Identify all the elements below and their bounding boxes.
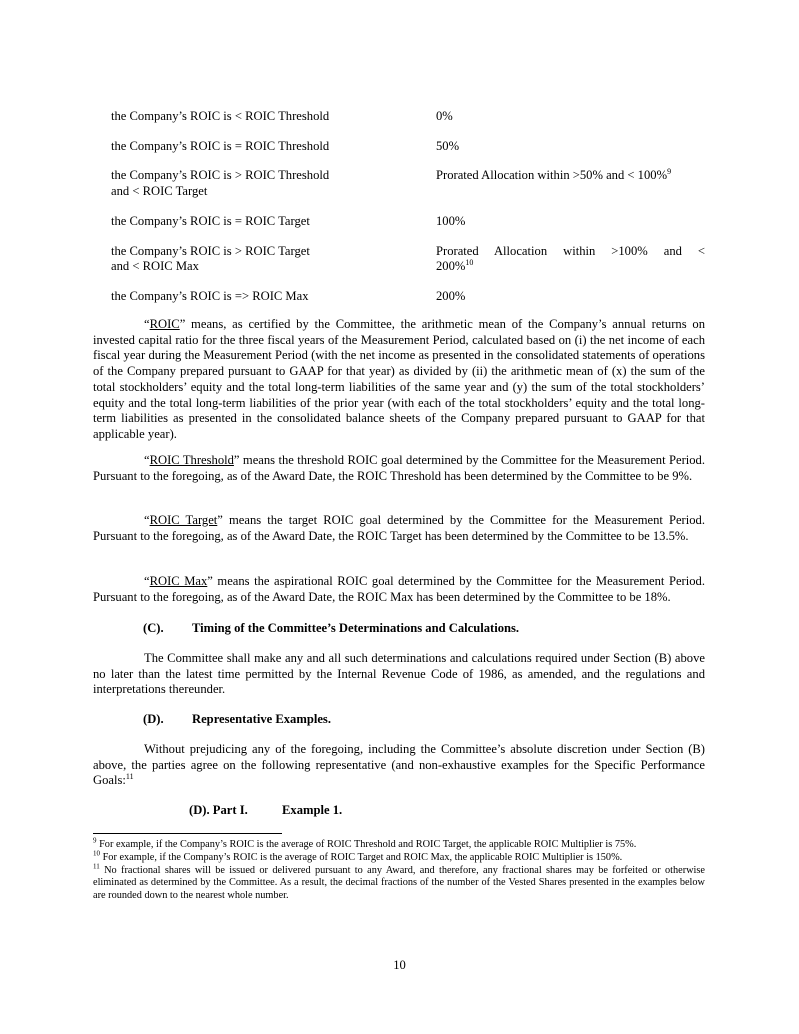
footnotes: [93, 836, 705, 903]
roic-max-definition: “ROIC Max” means the aspirational ROIC goal determined by the Committee for the Measurement Period. Pursuant to the foregoing, as of the Award Date, the ROIC Max has been determined by the Committee to be 18%.: [93, 574, 705, 604]
table-row: [111, 109, 705, 125]
roic-multiplier-table: [111, 109, 705, 319]
value-cell: 0%: [436, 109, 453, 123]
table-row: [111, 139, 705, 155]
condition-cell: the Company’s ROIC is > ROIC Threshold and < ROIC Target: [111, 168, 330, 199]
footnote: $^{11}$ No fractional shares will be issued or delivered pursuant to any Award, and therefore, any fractional shares may be forfeited or otherwise eliminated as determined by the Committee. As a result, the decimal fractions of the number of the Vested Shares presented in the examples below are rounded down to the nearest whole number.: [93, 862, 705, 902]
footnote-divider: [93, 833, 282, 834]
part-heading: (D). Part I. Example 1.: [189, 803, 343, 817]
defined-term: ROIC Threshold: [149, 453, 234, 467]
value-cell: 200%: [436, 288, 466, 303]
section-c-text: The Committee shall make any and all such determinations and calculations required under Section (B) above no later than the latest time permitted by the Internal Revenue Code of 1986, as amended, and the regulations and interpretations thereunder.: [93, 651, 705, 697]
footnote-ref: 10: [465, 258, 474, 268]
value-cell: 50%: [436, 138, 460, 153]
footnote-ref: 9: [667, 167, 672, 177]
defined-term: ROIC Max: [149, 574, 208, 588]
footnote: $^9$ For example, if the Company’s ROIC is the average of ROIC Threshold and ROIC Target, the applicable ROIC Multiplier is 75%.: [93, 836, 637, 850]
footnote-ref: 11: [125, 772, 134, 782]
roic-threshold-definition: “ROIC Threshold” means the threshold ROIC goal determined by the Committee for the Measurement Period. Pursuant to the foregoing, as of the Award Date, the ROIC Threshold has been determined by the Committee to be 9%.: [93, 453, 706, 483]
roic-target-definition: “ROIC Target” means the target ROIC goal determined by the Committee for the Measurement Period. Pursuant to the foregoing, as of the Award Date, the ROIC Target has been determined by the Committee to be 13.5%.: [93, 513, 705, 543]
table-row: [111, 214, 705, 230]
value-cell: 100%: [436, 213, 466, 228]
table-row: [111, 244, 705, 275]
condition-cell: the Company’s ROIC is < ROIC Threshold: [111, 109, 330, 123]
table-row: [111, 168, 705, 199]
condition-cell: the Company’s ROIC is = ROIC Threshold: [111, 138, 330, 153]
value-cell: Prorated Allocation within >50% and < 100%$^9$: [436, 167, 672, 183]
table-row: [111, 289, 705, 305]
page-number: 10: [393, 958, 406, 972]
condition-cell: the Company’s ROIC is => ROIC Max: [111, 288, 309, 303]
section-d-heading: (D). Representative Examples.: [143, 712, 331, 726]
defined-term: ROIC: [149, 317, 180, 331]
defined-term: ROIC Target: [149, 513, 218, 527]
value-cell: Prorated Allocation within >100% and < 200%$^{10}$: [436, 243, 705, 274]
footnote: $^{10}$ For example, if the Company’s ROIC is the average of ROIC Target and ROIC Max, the applicable ROIC Multiplier is 150%.: [93, 849, 623, 863]
roic-definition: “ROIC” means, as certified by the Committee, the arithmetic mean of the Company’s annual returns on invested capital ratio for the three fiscal years of the Measurement Period, calculated based on (i) the net income of each fiscal year during the Measurement Period (with the net income as presented in the consolidated statements of operations of the Company prepared pursuant to GAAP for that year) as divided by (ii) the arithmetic mean of (x) the sum of the total stockholders’ equity and the total long-term liabilities of the same year and (y) the sum of the total stockholders’ equity and the total long-term liabilities of the prior year (with each of the total stockholders’ equity and the total long-term liabilities as presented in the consolidated balance sheets of the Company prepared pursuant to GAAP for that applicable year).: [93, 317, 705, 441]
condition-cell: the Company’s ROIC is = ROIC Target: [111, 213, 310, 228]
condition-cell: the Company’s ROIC is > ROIC Target and < ROIC Max: [111, 243, 310, 274]
section-d-text: Without prejudicing any of the foregoing, including the Committee’s absolute discretion under Section (B) above, the parties agree on the following representative (and non-exhaustive examples for the Specific Performance Goals:$^{11}$: [93, 742, 705, 788]
section-c-heading: (C). Timing of the Committee’s Determinations and Calculations.: [143, 621, 520, 635]
